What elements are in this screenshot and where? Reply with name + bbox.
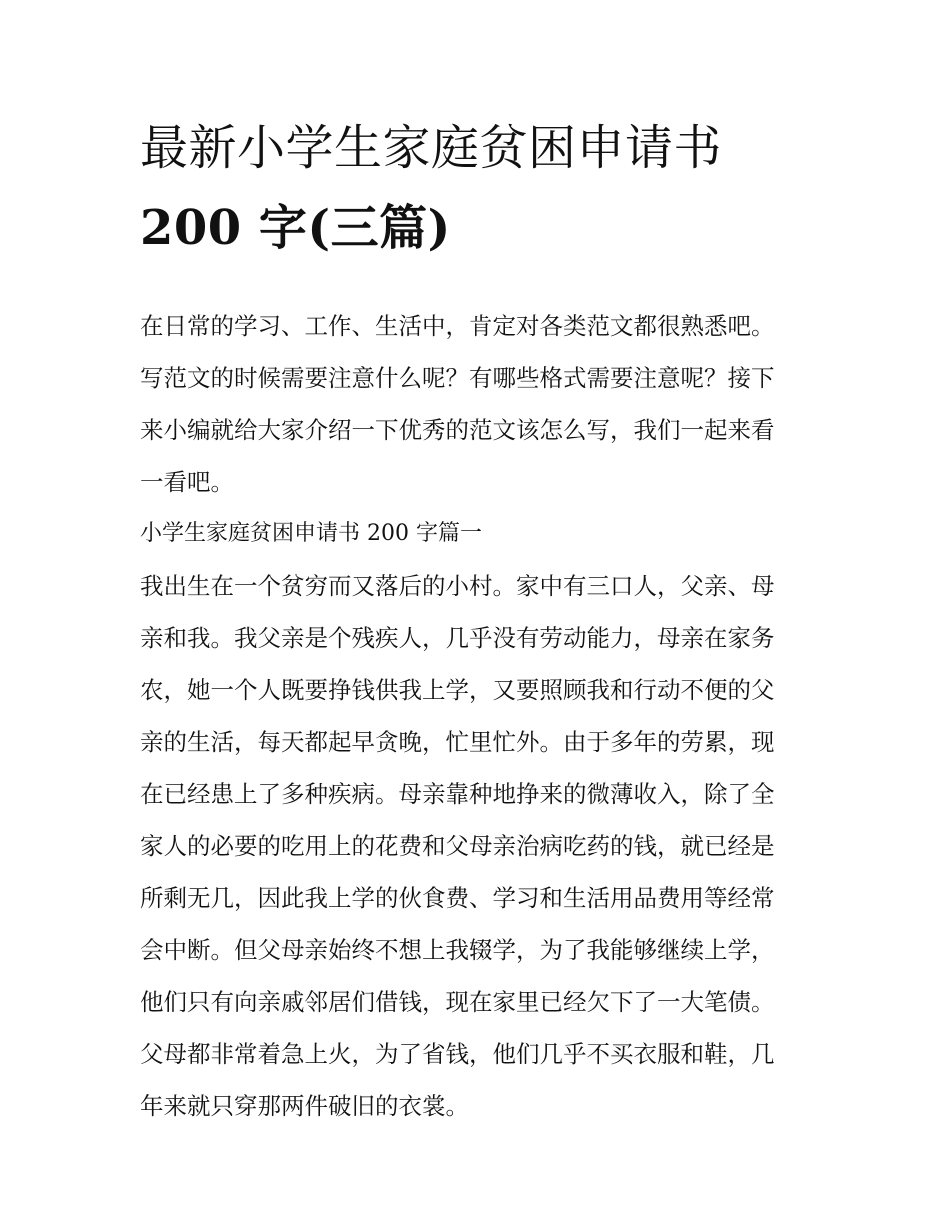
paragraph-line: 年来就只穿那两件破旧的衣裳。	[140, 1092, 469, 1120]
paragraph-line: 所剩无几，因此我上学的伙食费、学习和生活用品费用等经常	[140, 884, 775, 912]
paragraph-line: 亲的生活，每天都起早贪晚，忙里忙外。由于多年的劳累，现	[140, 728, 775, 756]
document-title	[140, 108, 812, 268]
paragraph-line: 我出生在一个贫穷而又落后的小村。家中有三口人，父亲、母	[140, 572, 775, 600]
intro-line: 在日常的学习、工作、生活中，肯定对各类范文都很熟悉吧。	[140, 312, 775, 340]
intro-line: 写范文的时候需要注意什么呢？有哪些格式需要注意呢？接下	[140, 364, 775, 392]
section-paragraph	[140, 560, 812, 1132]
paragraph-line: 会中断。但父母亲始终不想上我辍学，为了我能够继续上学，	[140, 936, 775, 964]
paragraph-line: 亲和我。我父亲是个残疾人，几乎没有劳动能力，母亲在家务	[140, 624, 775, 652]
intro-line: 一看吧。	[140, 468, 234, 496]
paragraph-line: 家人的必要的吃用上的花费和父母亲治病吃药的钱，就已经是	[140, 832, 775, 860]
document-body	[140, 300, 812, 1132]
paragraph-line: 他们只有向亲戚邻居们借钱，现在家里已经欠下了一大笔债。	[140, 988, 775, 1016]
intro-paragraph	[140, 300, 812, 508]
section-heading: 小学生家庭贫困申请书 200 字篇一	[140, 521, 482, 546]
paragraph-line: 父母都非常着急上火，为了省钱，他们几乎不买衣服和鞋，几	[140, 1040, 775, 1068]
paragraph-line: 农，她一个人既要挣钱供我上学，又要照顾我和行动不便的父	[140, 676, 775, 704]
paragraph-line: 在已经患上了多种疾病。母亲靠种地挣来的微薄收入，除了全	[140, 780, 775, 808]
title-line-1: 最新小学生家庭贫困申请书	[140, 120, 723, 176]
title-line-2: 200 字(三篇)	[140, 200, 451, 256]
intro-line: 来小编就给大家介绍一下优秀的范文该怎么写，我们一起来看	[140, 416, 775, 444]
document-page	[140, 108, 812, 1132]
